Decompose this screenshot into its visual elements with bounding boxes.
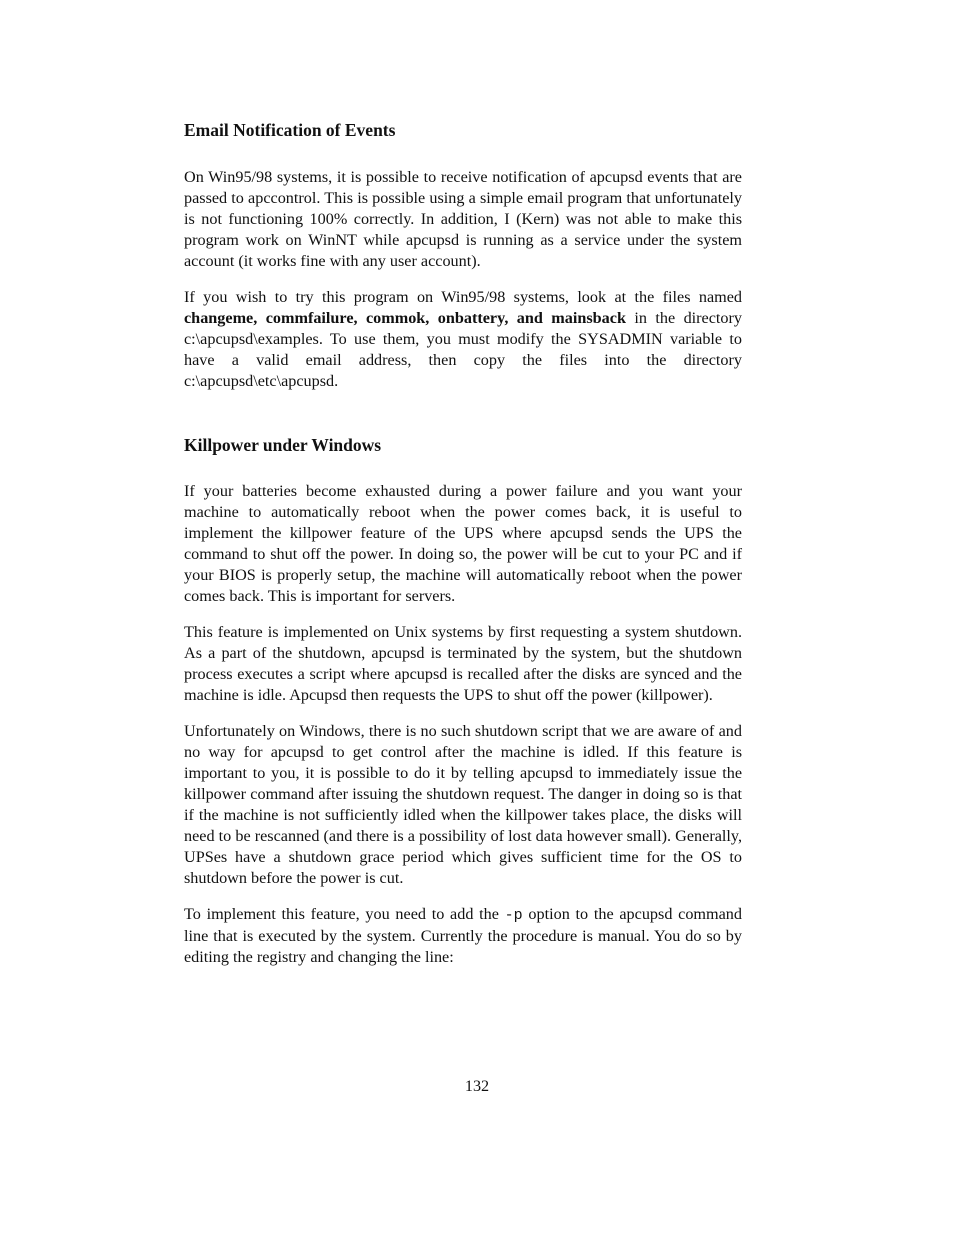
paragraph-text: option to the apcupsd command line that is executed by the system. Currently the procedure is manual. You do so by editing the registry and changing the line: (184, 905, 742, 966)
section-heading-email-notification: Email Notification of Events (184, 120, 396, 140)
paragraph: This feature is implemented on Unix systems by first requesting a system shutdown. As a part of the shutdown, apcupsd is terminated by the system, but the shutdown process executes a script where apcupsd is recalled after the disks are synced and the machine is idle. Apcupsd then requests the UPS to shut off the power (killpower). (184, 623, 742, 704)
paragraph-text: If you wish to try this program on Win95/98 systems, look at the files named (184, 288, 742, 306)
page-number: 132 (464, 1077, 490, 1095)
paragraph-text: in the directory c:\apcupsd\examples. To use them, you must modify the SYSADMIN variable to have a valid email address, then copy the files into the directory c:\apcupsd\etc\apcupsd. (184, 309, 742, 390)
paragraph: Unfortunately on Windows, there is no such shutdown script that we are aware of and no way for apcupsd to get control after the machine is idled. If this feature is important to you, it is possible to do it by telling apcupsd to immediately issue the killpower command after issuing the shutdown request. The danger in doing so is that if the machine is not sufficiently idled when the killpower takes place, the disks will need to be rescanned (and there is a possibility of lost data however small). Generally, UPSes have a shutdown grace period which gives sufficient time for the OS to shutdown before the power is cut. (184, 722, 742, 887)
paragraph: If your batteries become exhausted during a power failure and you want your machine to automatically reboot when the power comes back, it is useful to implement the killpower feature of the UPS where apcupsd sends the UPS the command to shut off the power. In doing so, the power will be cut to your PC and if your BIOS is properly setup, the machine will automatically reboot when the power comes back. This is important for servers. (184, 482, 742, 605)
bold-file-names: changeme, commfailure, commok, onbattery, and mainsback (184, 309, 626, 327)
paragraph (184, 287, 742, 392)
paragraph-text: To implement this feature, you need to add the (184, 905, 505, 923)
section-heading-killpower: Killpower under Windows (184, 435, 382, 455)
code-option: -p (504, 907, 523, 924)
paragraph: On Win95/98 systems, it is possible to receive notification of apcupsd events that are passed to apccontrol. This is possible using a simple email program that unfortunately is not functioning 100% correctly. In addition, I (Kern) was not able to make this program work on WinNT while apcupsd is running as a service under the system account (it works fine with any user account). (184, 168, 742, 270)
page-content (184, 118, 742, 968)
paragraph (184, 904, 742, 968)
